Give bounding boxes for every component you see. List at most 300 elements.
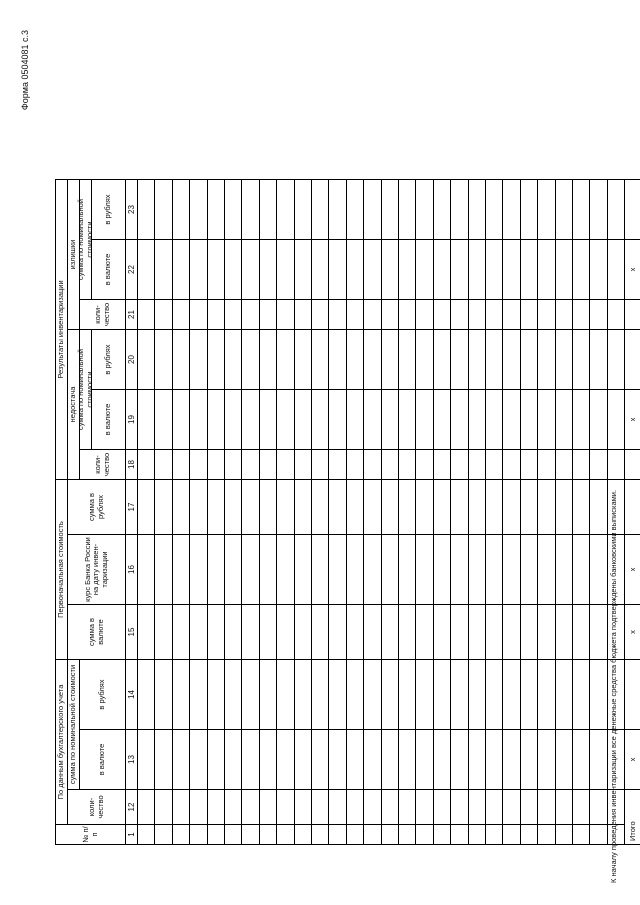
- table-cell: [294, 790, 311, 825]
- table-cell: [346, 480, 363, 535]
- table-cell: [589, 535, 606, 605]
- table-cell: [189, 730, 206, 790]
- header-acc-nominal: сумма по номинальной стоимости: [67, 660, 79, 790]
- table-cell: [154, 535, 171, 605]
- table-cell: [433, 790, 450, 825]
- table-cell: [259, 300, 276, 330]
- table-cell: [433, 390, 450, 450]
- table-cell: [398, 660, 415, 730]
- table-cell: [381, 180, 398, 240]
- column-number: 21: [125, 300, 137, 330]
- table-cell: [346, 330, 363, 390]
- table-cell: [398, 330, 415, 390]
- table-cell: [137, 300, 154, 330]
- table-cell: [137, 330, 154, 390]
- table-cell: [154, 240, 171, 300]
- table-cell: [572, 240, 589, 300]
- header-init-sum-currency: сумма в валюте: [67, 605, 125, 660]
- table-cell: [485, 535, 502, 605]
- table-cell: [154, 660, 171, 730]
- header-initial-cost: Первоначальная стоимость: [55, 480, 67, 660]
- table-cell: [346, 180, 363, 240]
- column-number: 22: [125, 240, 137, 300]
- table-cell: [433, 605, 450, 660]
- table-cell: [363, 790, 380, 825]
- table-cell: [433, 240, 450, 300]
- table-cell: [433, 330, 450, 390]
- table-cell: [311, 605, 328, 660]
- header-shortage-nominal: сумма по номинальной стоимости: [79, 330, 91, 450]
- table-cell: [485, 480, 502, 535]
- table-cell: [572, 535, 589, 605]
- table-cell: [468, 390, 485, 450]
- table-cell: [398, 240, 415, 300]
- table-cell: [259, 240, 276, 300]
- table-cell: [224, 390, 241, 450]
- total-row-label: Итого: [624, 790, 640, 845]
- table-cell: [328, 605, 345, 660]
- table-cell: [398, 180, 415, 240]
- table-cell: [207, 535, 224, 605]
- table-cell: [259, 450, 276, 480]
- table-cell: [154, 480, 171, 535]
- table-cell: [241, 535, 258, 605]
- table-cell: [294, 240, 311, 300]
- table-cell: [207, 240, 224, 300]
- table-cell: [189, 180, 206, 240]
- table-cell: [294, 390, 311, 450]
- table-cell: [224, 450, 241, 480]
- footnote: К началу проведения инвентаризации все денежные средства бюджета подтверждены банковскими выписками.: [609, 489, 618, 883]
- table-cell: [328, 790, 345, 825]
- table-cell: [468, 330, 485, 390]
- table-cell: [363, 825, 380, 845]
- table-cell: [398, 300, 415, 330]
- table-cell: [537, 390, 554, 450]
- table-cell: [241, 480, 258, 535]
- table-cell: [311, 180, 328, 240]
- table-cell: [572, 605, 589, 660]
- total-row-cell: [624, 300, 640, 330]
- table-cell: [520, 535, 537, 605]
- table-cell: [555, 660, 572, 730]
- table-cell: [328, 390, 345, 450]
- total-row-cell: x: [624, 605, 640, 660]
- table-cell: [589, 660, 606, 730]
- table-cell: [381, 240, 398, 300]
- table-cell: [572, 180, 589, 240]
- table-cell: [328, 535, 345, 605]
- table-cell: [328, 730, 345, 790]
- table-cell: [572, 825, 589, 845]
- table-cell: [589, 300, 606, 330]
- table-cell: [520, 790, 537, 825]
- header-accounting: По данным бухгалтерского учета: [55, 660, 67, 825]
- table-cell: [276, 450, 293, 480]
- table-cell: [381, 730, 398, 790]
- table-cell: [363, 450, 380, 480]
- table-cell: [485, 790, 502, 825]
- table-cell: [398, 480, 415, 535]
- table-cell: [502, 825, 519, 845]
- table-cell: [398, 535, 415, 605]
- table-cell: [363, 535, 380, 605]
- table-cell: [433, 450, 450, 480]
- table-cell: [241, 240, 258, 300]
- table-cell: [172, 535, 189, 605]
- table-cell: [468, 450, 485, 480]
- header-init-rate: курс Банка России на дату инвен-таризации: [67, 535, 125, 605]
- table-cell: [520, 180, 537, 240]
- table-cell: [572, 300, 589, 330]
- table-cell: [589, 605, 606, 660]
- table-cell: [415, 390, 432, 450]
- table-cell: [189, 240, 206, 300]
- table-cell: [381, 300, 398, 330]
- total-row-cell: [624, 660, 640, 730]
- total-row-cell: x: [624, 390, 640, 450]
- table-cell: [311, 825, 328, 845]
- table-cell: [502, 330, 519, 390]
- table-cell: [207, 790, 224, 825]
- total-row-cell: [624, 480, 640, 535]
- table-cell: [276, 240, 293, 300]
- table-cell: [207, 660, 224, 730]
- table-cell: [172, 300, 189, 330]
- table-cell: [450, 180, 467, 240]
- table-cell: [520, 605, 537, 660]
- table-cell: [415, 605, 432, 660]
- table-cell: [433, 180, 450, 240]
- table-cell: [555, 180, 572, 240]
- table-cell: [468, 535, 485, 605]
- table-cell: [415, 660, 432, 730]
- table-cell: [276, 825, 293, 845]
- table-cell: [276, 535, 293, 605]
- table-cell: [415, 240, 432, 300]
- table-cell: [520, 480, 537, 535]
- table-cell: [398, 730, 415, 790]
- table-cell: [346, 535, 363, 605]
- table-cell: [276, 330, 293, 390]
- table-cell: [502, 660, 519, 730]
- table-cell: [381, 660, 398, 730]
- table-cell: [207, 825, 224, 845]
- column-number: 14: [125, 660, 137, 730]
- table-cell: [224, 790, 241, 825]
- table-cell: [520, 240, 537, 300]
- table-cell: [572, 390, 589, 450]
- table-cell: [189, 605, 206, 660]
- table-cell: [555, 825, 572, 845]
- table-cell: [259, 825, 276, 845]
- table-cell: [363, 480, 380, 535]
- table-cell: [259, 180, 276, 240]
- total-row-cell: [624, 180, 640, 240]
- header-surplus: излишки: [67, 180, 79, 330]
- table-cell: [502, 450, 519, 480]
- table-cell: [485, 300, 502, 330]
- table-cell: [241, 300, 258, 330]
- table-cell: [450, 240, 467, 300]
- table-cell: [555, 730, 572, 790]
- table-cell: [346, 240, 363, 300]
- table-cell: [137, 790, 154, 825]
- table-cell: [415, 730, 432, 790]
- table-cell: [450, 390, 467, 450]
- table-cell: [433, 535, 450, 605]
- table-cell: [485, 330, 502, 390]
- table-cell: [415, 300, 432, 330]
- table-cell: [450, 300, 467, 330]
- table-cell: [433, 660, 450, 730]
- table-cell: [189, 825, 206, 845]
- table-cell: [468, 790, 485, 825]
- table-cell: [398, 390, 415, 450]
- table-cell: [485, 730, 502, 790]
- table-cell: [346, 300, 363, 330]
- table-cell: [485, 660, 502, 730]
- table-cell: [172, 180, 189, 240]
- table-cell: [555, 790, 572, 825]
- table-cell: [555, 330, 572, 390]
- column-number: 17: [125, 480, 137, 535]
- table-cell: [468, 660, 485, 730]
- table-cell: [450, 535, 467, 605]
- table-cell: [189, 450, 206, 480]
- table-cell: [607, 240, 624, 300]
- table-cell: [154, 300, 171, 330]
- table-cell: [276, 480, 293, 535]
- table-cell: [137, 730, 154, 790]
- table-cell: [172, 790, 189, 825]
- table-cell: [241, 330, 258, 390]
- table-cell: [589, 825, 606, 845]
- table-cell: [398, 450, 415, 480]
- table-cell: [276, 180, 293, 240]
- table-cell: [154, 825, 171, 845]
- table-cell: [328, 480, 345, 535]
- column-number: 19: [125, 390, 137, 450]
- table-cell: [154, 180, 171, 240]
- table-cell: [589, 450, 606, 480]
- table-cell: [294, 450, 311, 480]
- table-cell: [572, 330, 589, 390]
- table-cell: [537, 790, 554, 825]
- table-cell: [154, 730, 171, 790]
- table-cell: [381, 790, 398, 825]
- header-row-no: № п/п: [55, 825, 125, 845]
- table-cell: [328, 660, 345, 730]
- table-cell: [607, 390, 624, 450]
- table-cell: [537, 240, 554, 300]
- header-surplus-qty: коли-чество: [79, 300, 125, 330]
- table-cell: [224, 535, 241, 605]
- table-cell: [520, 450, 537, 480]
- table-cell: [363, 330, 380, 390]
- table-cell: [607, 180, 624, 240]
- table-cell: [346, 790, 363, 825]
- header-shortage-qty: коли-чество: [79, 450, 125, 480]
- table-cell: [450, 790, 467, 825]
- table-cell: [450, 480, 467, 535]
- table-cell: [172, 605, 189, 660]
- table-cell: [154, 450, 171, 480]
- table-cell: [311, 450, 328, 480]
- table-cell: [311, 730, 328, 790]
- table-cell: [311, 790, 328, 825]
- table-cell: [450, 825, 467, 845]
- table-cell: [381, 535, 398, 605]
- table-cell: [207, 180, 224, 240]
- table-cell: [363, 300, 380, 330]
- table-cell: [485, 825, 502, 845]
- table-cell: [537, 180, 554, 240]
- table-cell: [363, 390, 380, 450]
- table-cell: [502, 240, 519, 300]
- table-cell: [485, 450, 502, 480]
- table-cell: [241, 790, 258, 825]
- table-cell: [328, 300, 345, 330]
- table-cell: [276, 730, 293, 790]
- table-cell: [346, 825, 363, 845]
- table-cell: [572, 450, 589, 480]
- table-cell: [537, 730, 554, 790]
- table-cell: [259, 480, 276, 535]
- table-cell: [189, 330, 206, 390]
- table-cell: [241, 825, 258, 845]
- header-shortage-rubles: в рублях: [91, 330, 125, 390]
- table-cell: [450, 730, 467, 790]
- table-cell: [259, 390, 276, 450]
- table-cell: [572, 730, 589, 790]
- table-cell: [294, 330, 311, 390]
- table-cell: [468, 825, 485, 845]
- table-cell: [276, 660, 293, 730]
- total-row-cell: [624, 450, 640, 480]
- table-cell: [555, 300, 572, 330]
- table-cell: [537, 825, 554, 845]
- total-row-cell: x: [624, 730, 640, 790]
- table-cell: [537, 660, 554, 730]
- header-surplus-rubles: в рублях: [91, 180, 125, 240]
- table-cell: [276, 605, 293, 660]
- table-cell: [363, 660, 380, 730]
- table-cell: [398, 605, 415, 660]
- table-cell: [137, 450, 154, 480]
- table-cell: [572, 480, 589, 535]
- table-cell: [555, 605, 572, 660]
- table-cell: [137, 660, 154, 730]
- table-cell: [137, 535, 154, 605]
- table-cell: [328, 825, 345, 845]
- table-cell: [520, 825, 537, 845]
- header-results: Результаты инвентаризации: [55, 180, 67, 480]
- table-cell: [520, 390, 537, 450]
- table-cell: [589, 240, 606, 300]
- table-cell: [415, 535, 432, 605]
- table-cell: [589, 180, 606, 240]
- column-number: 15: [125, 605, 137, 660]
- table-cell: [294, 660, 311, 730]
- table-cell: [276, 300, 293, 330]
- table-cell: [433, 480, 450, 535]
- table-cell: [224, 480, 241, 535]
- table-cell: [450, 605, 467, 660]
- table-cell: [485, 240, 502, 300]
- header-acc-rubles: в рублях: [79, 660, 125, 730]
- table-cell: [468, 730, 485, 790]
- table-cell: [502, 300, 519, 330]
- table-cell: [555, 390, 572, 450]
- table-cell: [415, 450, 432, 480]
- table-cell: [381, 480, 398, 535]
- table-cell: [450, 330, 467, 390]
- table-cell: [311, 240, 328, 300]
- table-cell: [328, 450, 345, 480]
- table-cell: [381, 605, 398, 660]
- table-cell: [259, 730, 276, 790]
- table-cell: [154, 790, 171, 825]
- table-cell: [502, 790, 519, 825]
- table-cell: [189, 300, 206, 330]
- table-cell: [207, 450, 224, 480]
- table-cell: [381, 825, 398, 845]
- column-number: 13: [125, 730, 137, 790]
- table-cell: [189, 790, 206, 825]
- table-cell: [572, 790, 589, 825]
- table-cell: [137, 605, 154, 660]
- table-cell: [241, 605, 258, 660]
- table-cell: [259, 605, 276, 660]
- table-cell: [607, 450, 624, 480]
- table-cell: [555, 480, 572, 535]
- table-cell: [276, 390, 293, 450]
- table-cell: [589, 390, 606, 450]
- table-cell: [346, 605, 363, 660]
- header-surplus-currency: в валюте: [91, 240, 125, 300]
- header-surplus-nominal: сумма по номинальной стоимости: [79, 180, 91, 300]
- table-cell: [224, 660, 241, 730]
- table-cell: [433, 730, 450, 790]
- table-cell: [172, 825, 189, 845]
- table-cell: [537, 300, 554, 330]
- table-cell: [172, 730, 189, 790]
- table-cell: [555, 240, 572, 300]
- table-cell: [381, 450, 398, 480]
- table-cell: [311, 480, 328, 535]
- table-cell: [398, 825, 415, 845]
- table-cell: [241, 450, 258, 480]
- table-cell: [207, 730, 224, 790]
- table-cell: [502, 605, 519, 660]
- form-label: Форма 0504081 с.3: [20, 30, 30, 111]
- table-cell: [415, 790, 432, 825]
- table-cell: [311, 660, 328, 730]
- table-cell: [468, 180, 485, 240]
- column-number: 16: [125, 535, 137, 605]
- table-cell: [415, 480, 432, 535]
- table-cell: [224, 730, 241, 790]
- total-row-cell: x: [624, 535, 640, 605]
- table-cell: [259, 660, 276, 730]
- header-acc-currency: в валюте: [79, 730, 125, 790]
- table-cell: [485, 180, 502, 240]
- table-cell: [381, 390, 398, 450]
- table-cell: [468, 480, 485, 535]
- table-cell: [346, 450, 363, 480]
- table-cell: [154, 390, 171, 450]
